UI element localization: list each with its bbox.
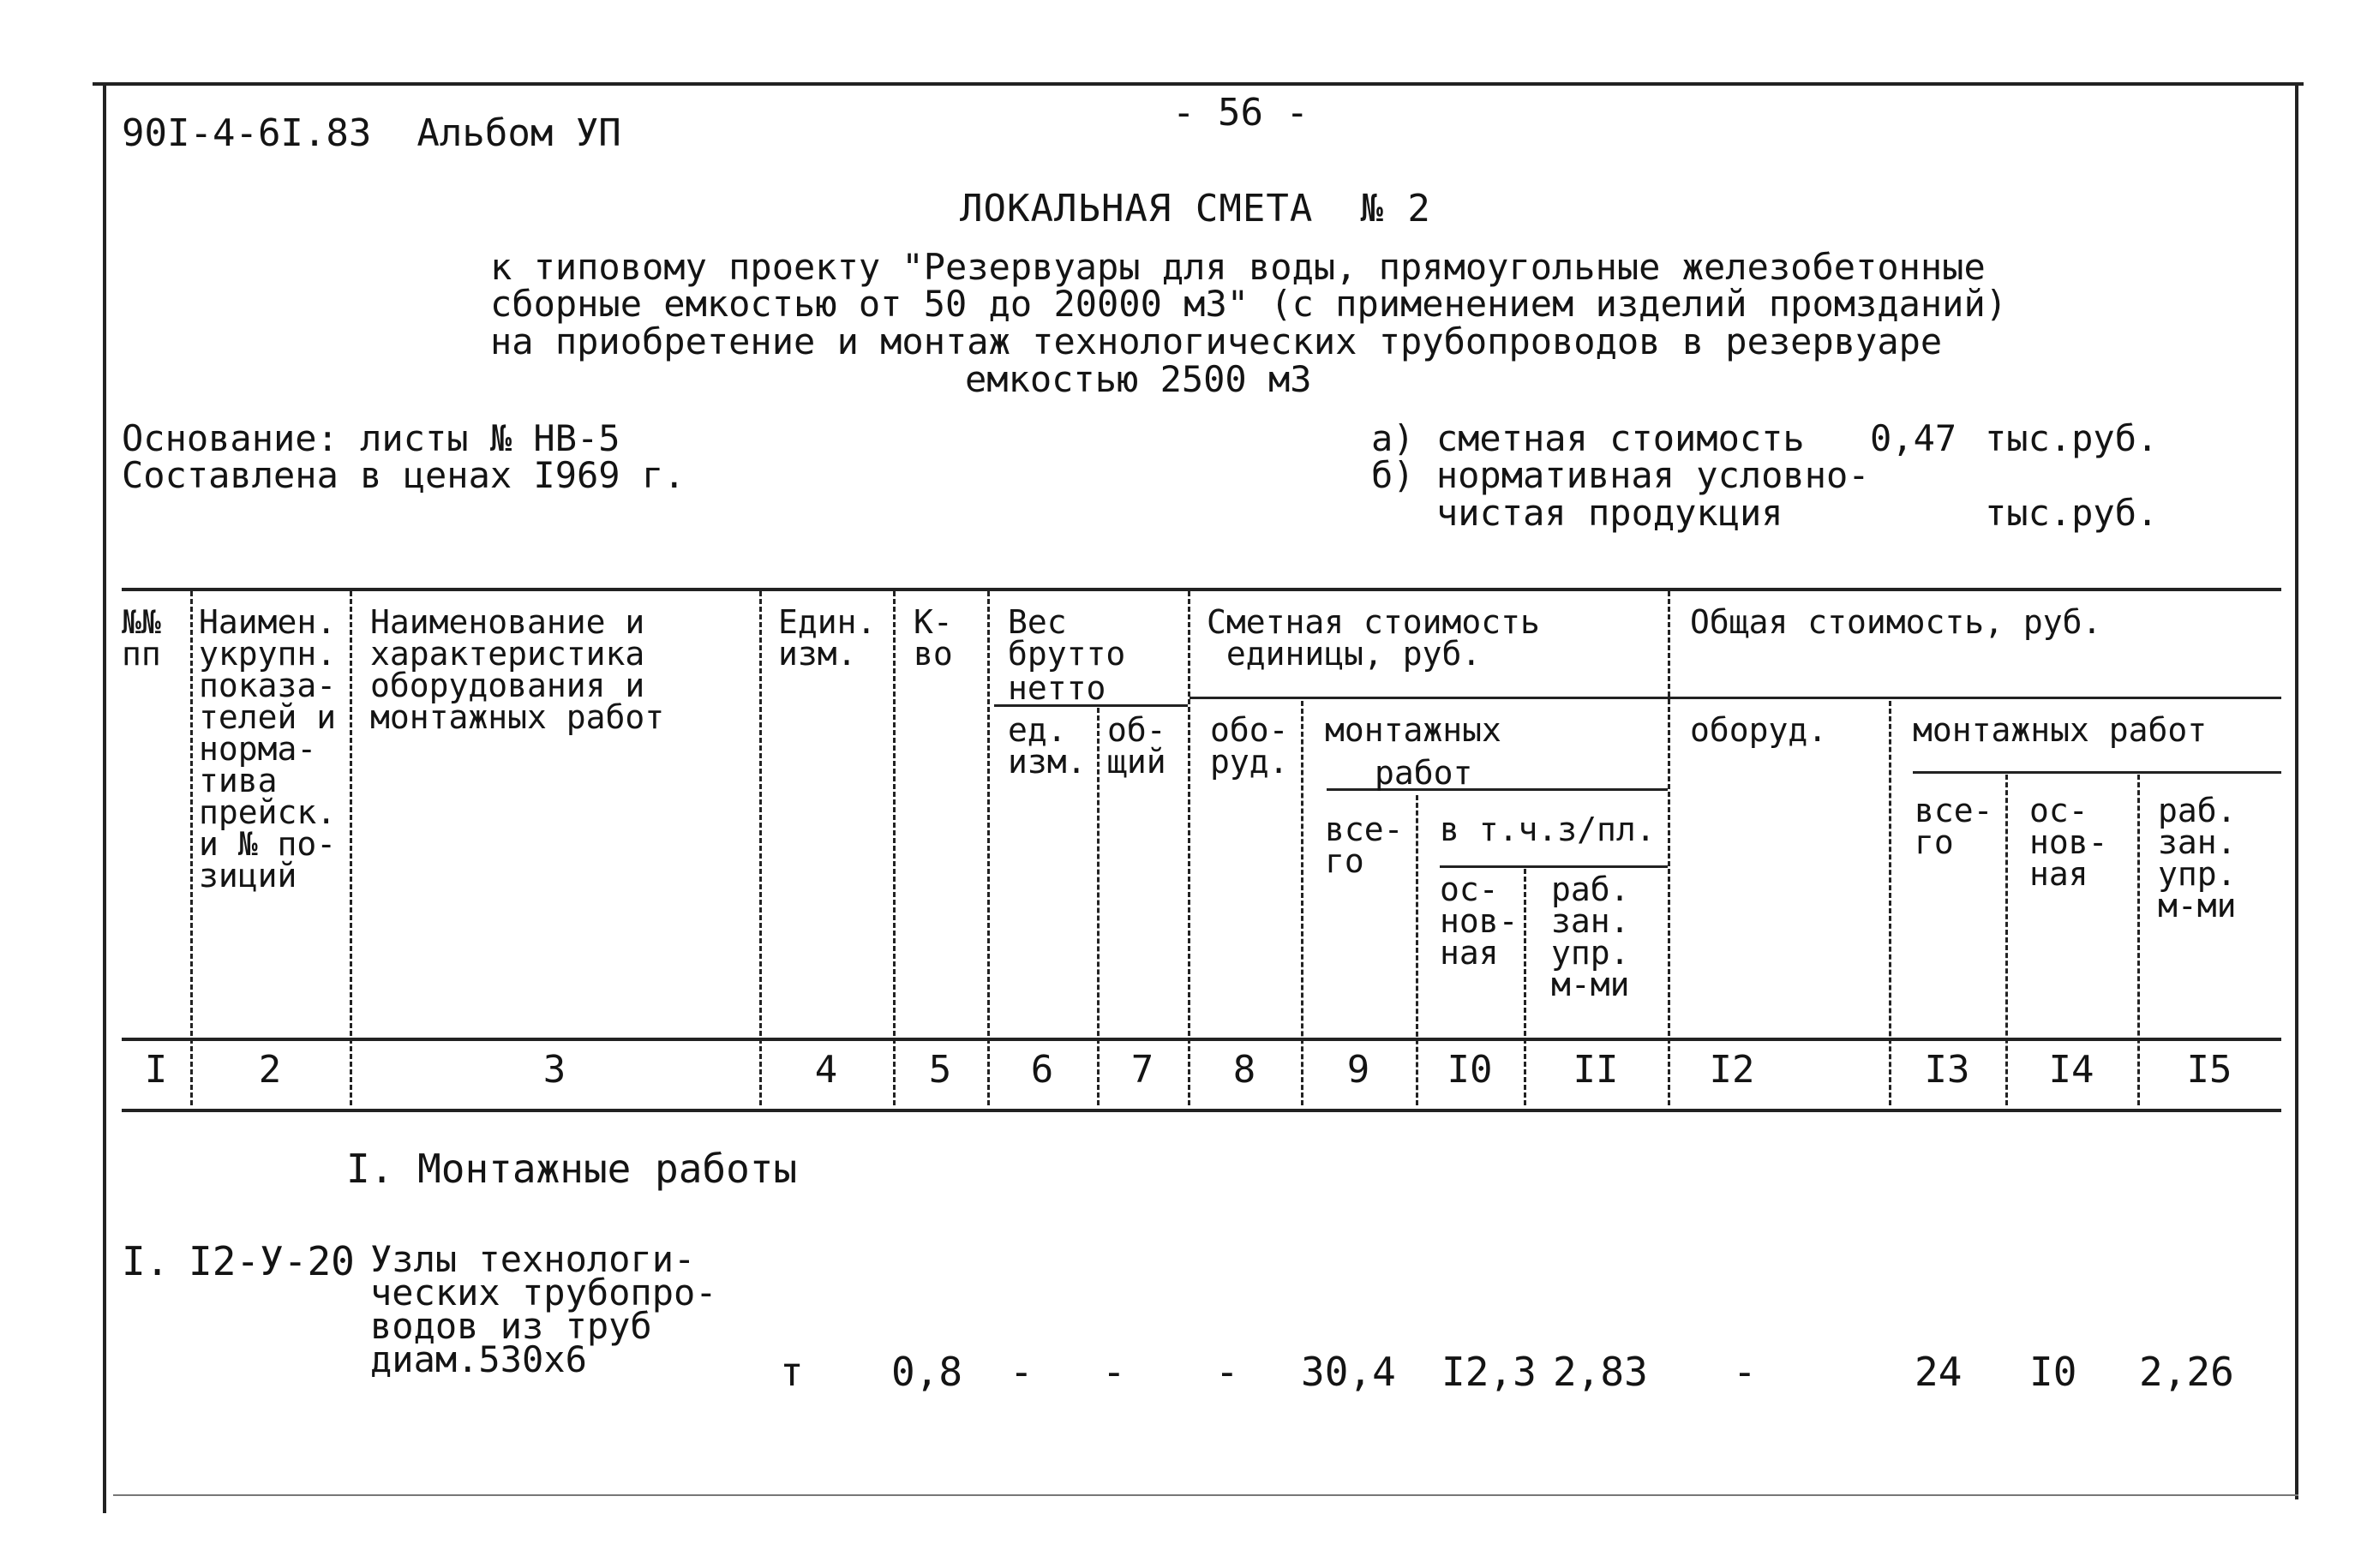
col-divider-11	[1668, 591, 1670, 1105]
table-subheader-rule	[1190, 697, 2281, 699]
col-divider-12	[1889, 701, 1891, 1105]
row-unit: т	[780, 1349, 804, 1395]
th-unit-install-mach: раб. зан. упр. м-ми	[1551, 871, 1630, 1003]
row-total-install: 24	[1915, 1349, 1963, 1395]
th-name: Наименование и характеристика оборудования и монтажных работ	[370, 603, 665, 736]
header-bottom-rule	[122, 1038, 2281, 1041]
row-total-install-mach: 2,26	[2139, 1349, 2234, 1395]
net-product-label-1: б) нормативная условно-	[1371, 454, 1870, 496]
title-line-2: сборные емкостью от 50 до 20000 м3" (с применением изделий промзданий)	[490, 283, 2008, 325]
row-code: I2-У-20	[189, 1238, 355, 1284]
column-number: I4	[2048, 1048, 2094, 1092]
column-number: 6	[1030, 1048, 1054, 1092]
col-divider-2	[350, 591, 352, 1105]
column-number: I3	[1924, 1048, 1970, 1092]
row-unit-install-base: I2,3	[1441, 1349, 1537, 1395]
row-number: I.	[122, 1238, 170, 1284]
th-total-install-total: все- го	[1915, 792, 1993, 861]
row-weight-unit: -	[1010, 1349, 1034, 1395]
frame-bottom-border	[113, 1494, 2298, 1496]
frame-top-border	[93, 82, 2304, 86]
estimated-cost-label: а) сметная стоимость	[1371, 417, 1805, 459]
column-number: I5	[2186, 1048, 2232, 1092]
column-number: 5	[928, 1048, 952, 1092]
col-divider-4	[893, 591, 896, 1105]
table-top-rule	[122, 588, 2281, 591]
net-product-unit: тыс.руб.	[1985, 492, 2159, 534]
title-line-4: емкостью 2500 м3	[965, 358, 1312, 400]
row-unit-install-total: 30,4	[1301, 1349, 1396, 1395]
document-code: 90I-4-6I.83 Альбом УП	[122, 111, 621, 155]
column-number: I0	[1447, 1048, 1493, 1092]
row-unit-equipment: -	[1215, 1349, 1239, 1395]
th-weight-unit: ед. изм.	[1008, 711, 1087, 781]
column-number: 3	[542, 1048, 566, 1092]
th-row-number: №№ пп	[122, 603, 161, 673]
page-number: - 56 -	[1172, 91, 1309, 135]
total-install-rule	[1913, 771, 2281, 774]
th-unit-install-base: ос- нов- ная	[1440, 871, 1519, 972]
estimated-cost-unit: тыс.руб.	[1985, 417, 2159, 459]
document-title: ЛОКАЛЬНАЯ СМЕТА № 2	[960, 187, 1431, 230]
th-unit-equipment: обо- руд.	[1210, 711, 1289, 781]
th-unit: Един. изм.	[778, 603, 877, 673]
th-total-equipment: оборуд.	[1690, 711, 1828, 749]
col-divider-3	[759, 591, 762, 1105]
row-quantity: 0,8	[891, 1349, 963, 1395]
row-total-install-base: I0	[2029, 1349, 2077, 1395]
column-number-rule	[122, 1109, 2281, 1112]
title-line-1: к типовому проекту "Резервуары для воды, прямоугольные железобетонные	[490, 246, 1986, 288]
th-incl-group: в т.ч.з/пл.	[1440, 811, 1656, 848]
section-title: I. Монтажные работы	[346, 1146, 798, 1192]
th-unit-install-total: все- го	[1325, 811, 1404, 880]
row-name: Узлы технологи- ческих трубопро- водов из труб диам.530х6	[370, 1238, 717, 1380]
th-weight-netto: нетто	[1008, 669, 1106, 707]
column-number: 7	[1130, 1048, 1154, 1092]
title-line-3: на приобретение и монтаж технологических трубопроводов в резервуаре	[490, 320, 1943, 362]
col-divider-8	[1301, 701, 1303, 1105]
row-total-equipment: -	[1733, 1349, 1757, 1395]
column-number: 2	[258, 1048, 282, 1092]
row-weight-total: -	[1102, 1349, 1126, 1395]
basis-prices: Составлена в ценах I969 г.	[122, 454, 686, 496]
column-number: 9	[1346, 1048, 1370, 1092]
th-total-install-group: монтажных работ	[1913, 711, 2208, 749]
th-unit-cost-group: Сметная стоимость единицы, руб.	[1207, 603, 1540, 673]
row-unit-install-mach: 2,83	[1553, 1349, 1648, 1395]
th-weight-total: об- щий	[1107, 711, 1166, 781]
th-weight-group: Вес брутто	[1008, 603, 1126, 673]
column-number: 8	[1232, 1048, 1256, 1092]
th-total-install-base: ос- нов- ная	[2029, 792, 2108, 893]
col-divider-1	[190, 591, 193, 1105]
th-code: Наимен. укрупн. показа- телей и норма- тива прейск. и № по- зиций	[199, 603, 337, 895]
th-unit-install-group-2: работ	[1375, 754, 1473, 792]
incl-rule	[1440, 865, 1668, 868]
frame-right-border	[2295, 82, 2298, 1499]
frame-left-border	[103, 82, 106, 1513]
col-divider-5	[987, 591, 990, 1105]
th-total-install-mach: раб. зан. упр. м-ми	[2158, 792, 2237, 925]
col-divider-6	[1097, 708, 1100, 1105]
th-unit-install-group: монтажных	[1325, 711, 1501, 749]
column-number: 4	[814, 1048, 838, 1092]
col-divider-7	[1188, 591, 1190, 1105]
column-number: I	[144, 1048, 168, 1092]
net-product-label-2: чистая продукция	[1436, 492, 1783, 534]
column-number: I2	[1709, 1048, 1755, 1092]
th-total-cost-group: Общая стоимость, руб.	[1690, 603, 2102, 641]
estimated-cost-value: 0,47	[1870, 417, 1957, 459]
basis-sheets: Основание: листы № НВ-5	[122, 417, 620, 459]
th-quantity: К- во	[914, 603, 953, 673]
column-number: II	[1573, 1048, 1619, 1092]
